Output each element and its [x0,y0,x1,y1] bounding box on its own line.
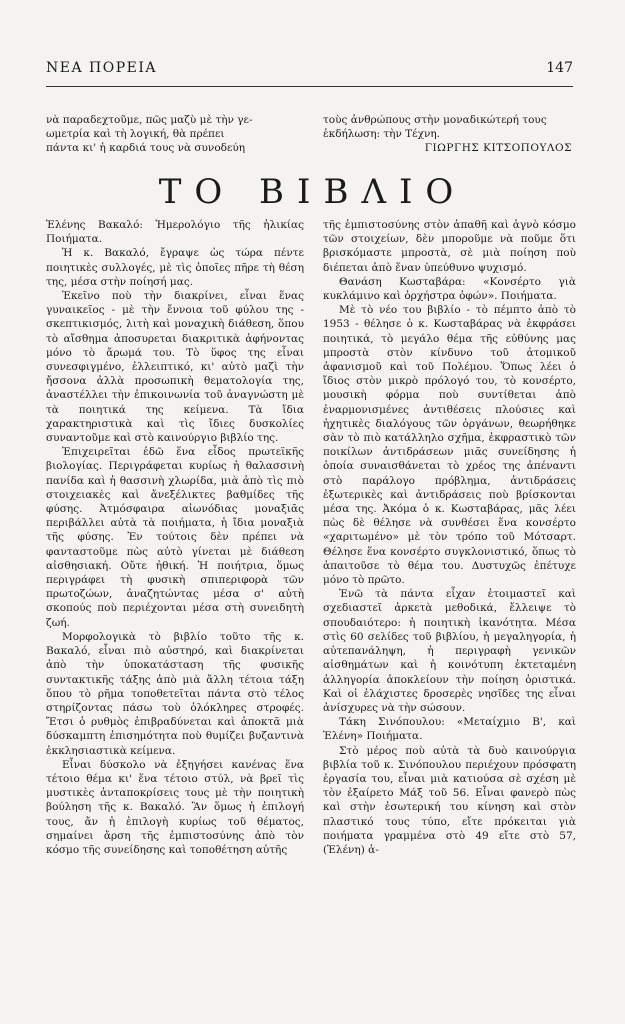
right-column [323,218,576,857]
book-heading: Θανάση Κωσταβάρα: «Κονσέρτο γιὰ κυκλάμινο καὶ ὀρχήστρα ὀφών». Ποιήματα. [323,275,576,303]
paragraph: τῆς ἐμπιστοσύνης στὸν ἀπαθῆ καὶ ἁγνὸ κόσμο τῶν στοιχείων, δὲν μποροῦμε νὰ ποῦμε ὅτι βρισκόμαστε μπροστὰ, σὲ μιὰ ποίηση ποὺ διέπεται ἀπὸ ἕναν ὑπεύθυνο ψυχισμό. [323,219,576,274]
journal-name: ΝΕΑ ΠΟΡΕΙΑ [46,60,157,76]
book-heading: Ἑλένης Βακαλό: Ἡμερολόγιο τῆς ἡλικίας Ποιήματα. [46,219,304,246]
text-line: τοὺς ἀνθρώπους στὴν μοναδικώτερή τους [323,114,547,126]
paragraph: Ἐνῶ τὰ πάντα εἶχαν ἑτοιμαστεῖ καὶ σχεδιαστεῖ ἀρκετὰ μεθοδικά, ἔλλειψε τὸ σπουδαιότερο: ἡ ποιητικὴ ἱκανότητα. Μέσα στὶς 60 σελίδες τοῦ βιβλίου, ἡ μεγαληγορία, ἡ αὐτεπανάληψη, ἡ περιγραφὴ γενικῶν αἰσθημάτων καὶ ἡ κοινότυπη ἐκτεταμένη ἀλληγορία ἀποκλείουν τὴν ποίηση ὁριστικά. Καὶ οἱ ἐλάχιστες δροσερὲς νησῖδες της εἶναι ἀνίσχυρες νὰ τὴν σώσουν. [323,588,576,714]
paragraph: Ἐπιχειρεῖται ἐδῶ ἕνα εἶδος πρωτεϊκῆς βιολογίας. Περιγράφεται κυρίως ἡ θαλασσινὴ πανίδα καὶ ἡ θασσινὴ χλωρίδα, μιὰ ἀπὸ τὶς πιὸ στοιχειακὲς καὶ ἄνεξέλικτες βαθμίδες τῆς φύσης. Ἀτμόσφαιρα αἰωνόδιας μοναξιᾶς περιβάλλει αὐτὰ τὰ ποιήματα, ἡ ἴδια μοναξιὰ τῆς φύσης. Ἐν τούτοις δὲν πρέπει νὰ φανταστοῦμε πὼς αὐτὸ γίνεται μὲ διάθεση αἰσθησιακή. Οὔτε ἠθική. Ἡ ποιήτρια, ὅμως περιγράφει τὴ φυσικὴ σπιπεριφορὰ τῶν πρωτοζώων, ἀναζητώντας μέσα σ' αὐτὴ σκοπούς ποὺ περιέχονται μέσα στὴ συνειδητὴ ζωή. [46,446,304,629]
text-line: ἐκδήλωση: τὴν Τέχνη. [323,128,440,141]
text-line: νὰ παραδεχτοῦμε, πῶς μαζὺ μὲ τὴν γε- [46,114,253,126]
running-header [46,60,573,78]
text-line: ωμετρία καὶ τὴ λογική, θὰ πρέπει [46,128,225,141]
header-rule [46,86,573,87]
book-heading: Τάκη Σινόπουλου: «Μεταίχμιο Β', καὶ Ἑλένη» Ποιήματα. [323,716,576,743]
paragraph: Μὲ τὸ νέο του βιβλίο - τὸ πέμπτο ἀπὸ τὸ 1953 - θέλησε ὁ κ. Κωσταβάρας νὰ ἐκφράσει ποιητικά, τὸ μεγάλο θέμα τῆς εὐθύνης μας μπροστὰ στὸν κίνδυνο τοῦ ἀτομικοῦ ἀφανισμοῦ καὶ τοῦ Πολέμου. Ὅπως λέει ὁ ἴδιος στὸν μικρὸ πρόλογό του, τὸ κονσέρτο, μουσικὴ φόρμα ποὺ συντίθεται ἀπὸ ἐναρμονισμένες ἀντιθέσεις πλούσιες καὶ ἠχητικὲς διαλόγους τῶν ὀργάνων, θεωρήθηκε σὰν τὸ πιὸ κατάλληλο σχῆμα, ἐκφραστικὸ τῶν ποικίλων ἀντιδράσεων μιᾶς συνείδησης ἡ ὁποία συναισθάνεται τὸ χρέος της ἀπέναντι στὸ παράλογο πρόβλημα, ἀντιδράσεις ἐξωτερικὲς καὶ ἀντιδράσεις ποὺ βρίσκονται μέσα της. Ἀκόμα ὁ κ. Κωσταβάρας, μᾶς λέει πὼς δὲ θέλησε νὰ συνθέσει ἕνα κονσέρτο «χαριτωμένο» μὲ τὸν τρόπο τοῦ Μότσαρτ. Θέλησε ἕνα κονσέρτο συγκλονιστικό, ὅπως τὸ ἀπαιτοῦσε τὸ θέμα του. Δυστυχῶς ἐπέτυχε μόνο τὸ πρῶτο. [323,304,576,587]
text-line: πάντα κι' ἡ καρδιά τους νὰ συνοδεύη [46,142,246,155]
author-signature: ΓΙΩΡΓΗΣ ΚΙΤΣΟΠΟΥΛΟΣ [424,142,572,155]
section-title: ΤΟ ΒΙΒΛΙΟ [158,172,467,212]
paragraph: Μορφολογικὰ τὸ βιβλίο τοῦτο τῆς κ. Βακαλό, εἶναι πιὸ αὐστηρό, καὶ διακρίνεται ἀπὸ τὴν ὑποκατάσταση τῆς φυσικῆς συντακτικῆς τάξης ἀπὸ μιὰ ἄλλη τέτοια τάξη ὅπου τὸ ρῆμα τοποθετεῖται πάντα στὸ τέλος στηρίζοντας πάσω τοὺ ὁλόκληρες στροφές. Ἔτσι ὁ ρυθμὸς ἐπιβραδύνεται καὶ ἀποκτᾶ μιὰ δύσκαμπτη ἐπισημότητα ποὺ θυμίζει βυζαντινὰ ἐκκλησιαστικὰ κείμενα. [46,630,304,757]
page-number: 147 [546,60,573,76]
left-column [46,218,304,857]
paragraph: Ἐκεῖνο ποὺ τὴν διακρίνει, εἶναι ἕνας γυναικεῖος - μὲ τὴν ἔννοια τοῦ φύλου της - σκεπτικισμός, λιτὴ καὶ μοναχικὴ διάθεση, ὅπου τὸ αἴσθημα ἀποσυρεται διακριτικὰ ἀφήνοντας μόνο τὸ ἄρωμά του. Τὸ ὕφος της εἶναι συνεσφιγμένο, ἐλλειπτικό, κι' αὐτὸ μαζὶ τὴν ἤσσονα ἀλλὰ προσωπικὴ θεματολογία της, ἀναστέλλει τὴν ἐπικοινωνία τοῦ ἀναγνώστη μὲ τὰ ποιητικά της κείμενα. Τὰ ἴδια χαρακτηριστικὰ καὶ τὶς ἴδιες δυσκολίες συναντοῦμε καὶ στὸ καινούργιο βιβλίο της. [46,290,304,445]
paragraph: Ἡ κ. Βακαλό, ἔγραψε ὡς τώρα πέντε ποιητικὲς συλλογές, μὲ τὶς ὁποῖες πῆρε τὴ θέση της, μέσα στὴν ποίησή μας. [46,247,304,288]
paragraph: Στὸ μέρος ποὺ αὐτὰ τὰ δυὸ καινούργια βιβλία τοῦ κ. Σινόπουλου περιέχουν πρόσφατη ἐργασία του, εἶναι μιὰ κατιούσα σὲ σχέση μὲ τὸν ἐξαίρετο Μάξ τοῦ 56. Εἶναι φανερὸ πὼς καὶ στὴν ἐσωτερική του κίνηση καὶ στὸν πλαστικό τους τύπο, εἴτε πρόκειται γιὰ ποιήματα γραμμένα στὸ 49 εἴτε στὸ 57, (Ἑλένη) ἀ- [323,744,576,856]
paragraph: Εἶναι δύσκολο νὰ ἐξηγήσει κανένας ἕνα τέτοιο θέμα κι' ἕνα τέτοιο στύλ, νὰ βρεῖ τὶς μυστικὲς ἀνταποκρίσεις τους μὲ τὴν ποιητικὴ βούληση τῆς κ. Βακαλό. Ἂν ὅμως ἡ ἐπιλογή τους, ἄν ἡ ἐπιλογὴ κυρίως τοῦ θέματος, σημαίνει ἄρση τῆς ἐμπιστοσύνης ἀπὸ τὸν κόσμο τῆς συνείδησης καὶ τοποθέτηση αὐτῆς [46,758,304,856]
top-left-column [46,113,304,156]
top-right-column [323,113,576,156]
